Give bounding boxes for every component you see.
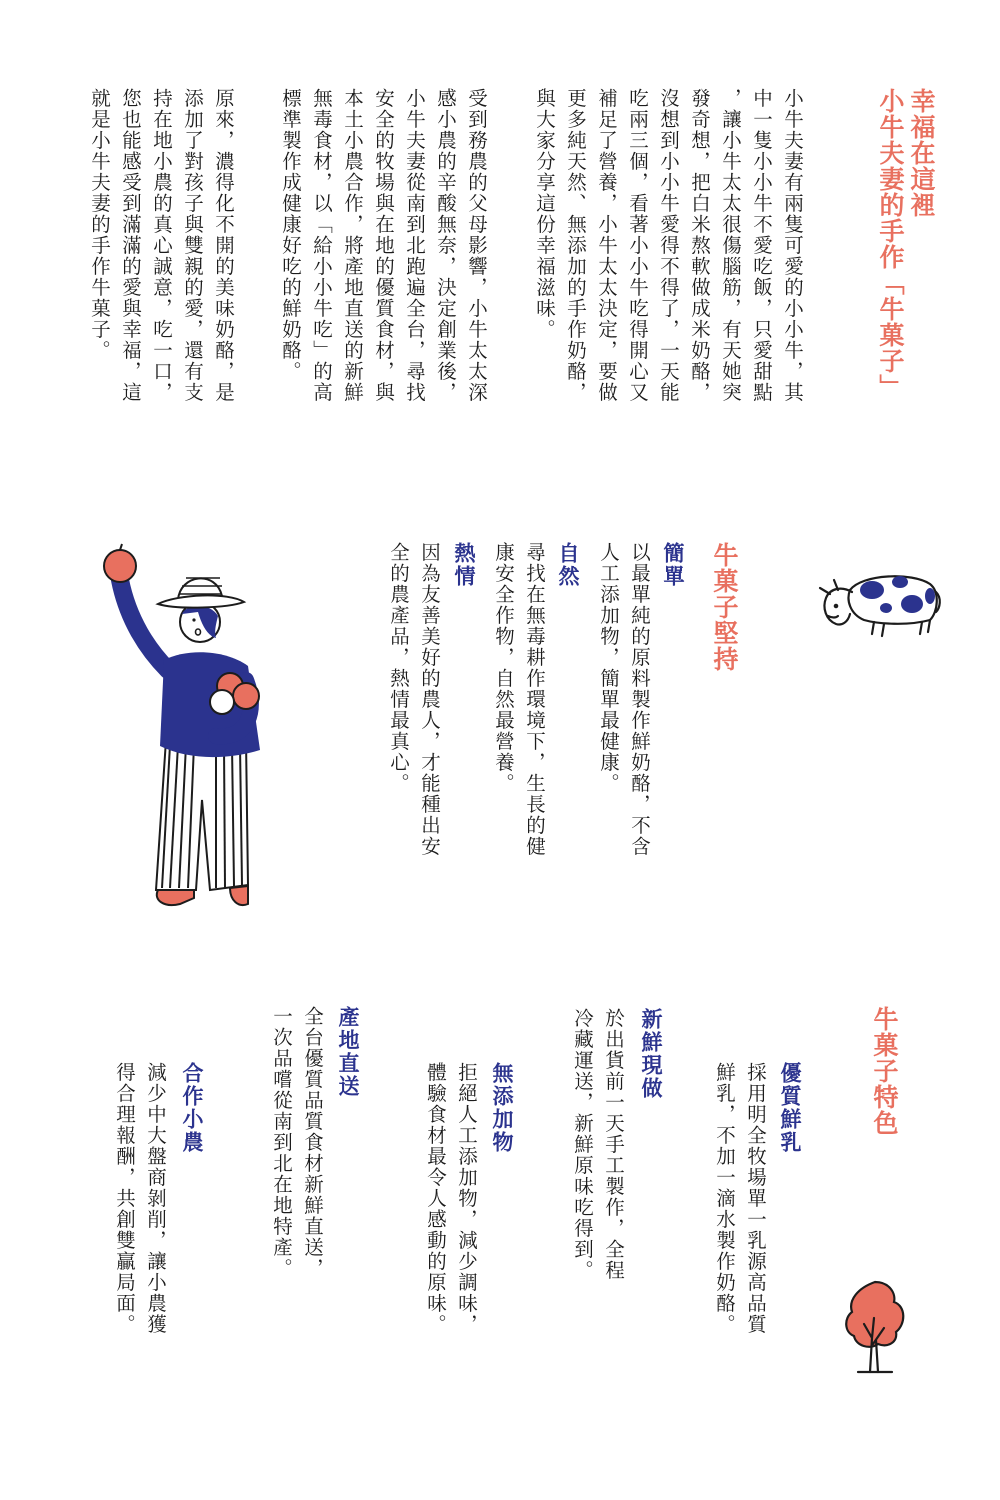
- feature-text-fresh: 於出貨前一天手工製作，全程 冷藏運送，新鮮原味吃得到。: [571, 1008, 625, 1281]
- insist-heading-simple: 簡單: [661, 542, 685, 588]
- insist-heading-passion: 熱情: [452, 542, 476, 588]
- feature-text-direct: 全台優質品質食材新鮮直送， 一次品嚐從南到北在地特產。: [270, 1006, 324, 1279]
- feature-heading-farmers: 合作小農: [180, 1062, 204, 1154]
- insist-title: 牛菓子堅持: [710, 542, 739, 672]
- feature-text-milk: 採用明全牧場單一乳源高品質 鮮乳，不加一滴水製作奶酪。: [713, 1062, 767, 1335]
- intro-paragraph-1: 小牛夫妻有兩隻可愛的小小牛，其 中一隻小小牛不愛吃飯，只愛甜點 ，讓小牛太太很傷腦筋，有天她突 發奇想，把白米熬軟做成米奶酪， 沒想到小小牛愛得不得了，一天能 吃兩三個，看著小小牛吃得開心又 補足了營養，小牛太太決定，要做 更多純天然、無添加的手作奶酪， 與大家分享這份幸福滋味。: [533, 88, 804, 403]
- feature-heading-no-additive: 無添加物: [490, 1062, 514, 1154]
- insist-text-passion: 因為友善美好的農人，才能種出安 全的農產品，熱情最真心。: [387, 542, 441, 857]
- intro-paragraph-2: 受到務農的父母影響，小牛太太深 感小農的辛酸無奈，決定創業後， 小牛夫妻從南到北跑遍全台，尋找 安全的牧場與在地的優質食材，與 本土小農合作，將產地直送的新鮮 無毒食材，以「給小小牛吃」的高 標準製作成健康好吃的鮮奶酪。: [279, 88, 488, 403]
- feature-text-no-additive: 拒絕人工添加物，減少調味， 體驗食材最令人感動的原味。: [424, 1062, 478, 1335]
- intro-title: 幸福在這裡 小牛夫妻的手作「牛菓子」: [876, 88, 936, 400]
- insist-heading-natural: 自然: [556, 542, 580, 588]
- tree-icon: [840, 1278, 910, 1378]
- insist-text-natural: 尋找在無毒耕作環境下，生長的健 康安全作物，自然最營養。: [492, 542, 546, 857]
- feature-text-farmers: 減少中大盤商剝削，讓小農獲 得合理報酬，共創雙贏局面。: [113, 1062, 167, 1335]
- feature-heading-direct: 產地直送: [336, 1006, 360, 1098]
- insist-text-simple: 以最單純的原料製作鮮奶酪，不含 人工添加物，簡單最健康。: [597, 542, 651, 857]
- feature-heading-milk: 優質鮮乳: [778, 1062, 802, 1154]
- farmer-illustration: [98, 540, 278, 920]
- intro-paragraph-3: 原來，濃得化不開的美味奶酪，是 添加了對孩子與雙親的愛，還有支 持在地小農的真心誠意，吃一口， 您也能感受到滿滿的愛與幸福，這 就是小牛夫妻的手作牛菓子。: [88, 88, 235, 403]
- cow-icon: [812, 568, 942, 648]
- features-title: 牛菓子特色: [870, 1006, 899, 1136]
- feature-heading-fresh: 新鮮現做: [639, 1008, 663, 1100]
